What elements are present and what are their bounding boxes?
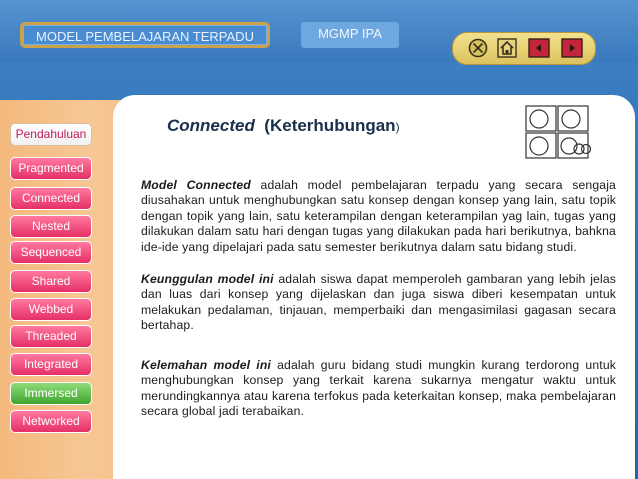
title-model-name: Connected — [167, 116, 255, 135]
title-close-paren: ) — [395, 120, 400, 134]
home-icon[interactable] — [497, 38, 517, 58]
nav-connected[interactable]: Connected — [10, 187, 92, 210]
paragraph-definition — [141, 178, 616, 255]
nav-pragmented[interactable]: Pragmented — [10, 157, 92, 180]
weaknesses-lead: Kelemahan model ini — [141, 358, 271, 372]
nav-threaded[interactable]: Threaded — [10, 325, 92, 348]
weaknesses-text: adalah guru bidang studi mungkin kurang terdorong untuk menghubungkan konsep yang terkait karena sukarnya mengatur waktu untuk merundingkannya atau karena terfokus pada keterkaitan konsep, maka pembelajaran secara global jadi terabaikan. — [141, 358, 616, 419]
nav-networked[interactable]: Networked — [10, 410, 92, 433]
nav-sequenced[interactable]: Sequenced — [10, 241, 92, 264]
paragraph-advantages — [141, 272, 616, 334]
advantages-text: adalah siswa dapat memperoleh gambaran yang lebih jelas dan luas dari konsep yang dijelaskan dan juga siswa diberi kesempatan untuk melakukan pedalaman, tinjauan, memperbaiki dan mengasimilasi gagasan secara bertahap. — [141, 272, 617, 333]
definition-text: adalah model pembelajaran terpadu yang secara sengaja diusahakan untuk menghubungkan satu konsep dengan konsep yang lain, satu topik dengan topik yang lain, satu keterampilan dengan keterampilan yag lain, tugas yang dilakukan dalam satu hari dengan tugas yang dilakukan pada hari berikutnya, bahkna ide-ide yang dipelajari pada satu semester berikutnya dalam satu bidang studi. — [141, 178, 616, 254]
nav-pendahuluan[interactable]: Pendahuluan — [10, 123, 92, 146]
app-title: MODEL PEMBELAJARAN TERPADU — [20, 22, 270, 48]
navigation-toolbar — [452, 32, 596, 65]
mgmp-badge: MGMP IPA — [301, 22, 399, 48]
connected-model-diagram — [525, 105, 591, 160]
nav-integrated[interactable]: Integrated — [10, 353, 92, 376]
definition-lead: Model Connected — [141, 178, 251, 192]
next-icon[interactable] — [561, 38, 581, 58]
nav-nested[interactable]: Nested — [10, 215, 92, 238]
title-translation: (Keterhubungan — [264, 116, 396, 135]
advantages-lead: Keunggulan model ini — [141, 272, 274, 286]
previous-icon[interactable] — [528, 38, 548, 58]
nav-webbed[interactable]: Webbed — [10, 298, 92, 321]
slide-title — [167, 116, 400, 136]
paragraph-weaknesses — [141, 358, 616, 420]
close-icon[interactable] — [468, 38, 488, 58]
nav-shared[interactable]: Shared — [10, 270, 92, 293]
nav-immersed[interactable]: Immersed — [10, 382, 92, 405]
